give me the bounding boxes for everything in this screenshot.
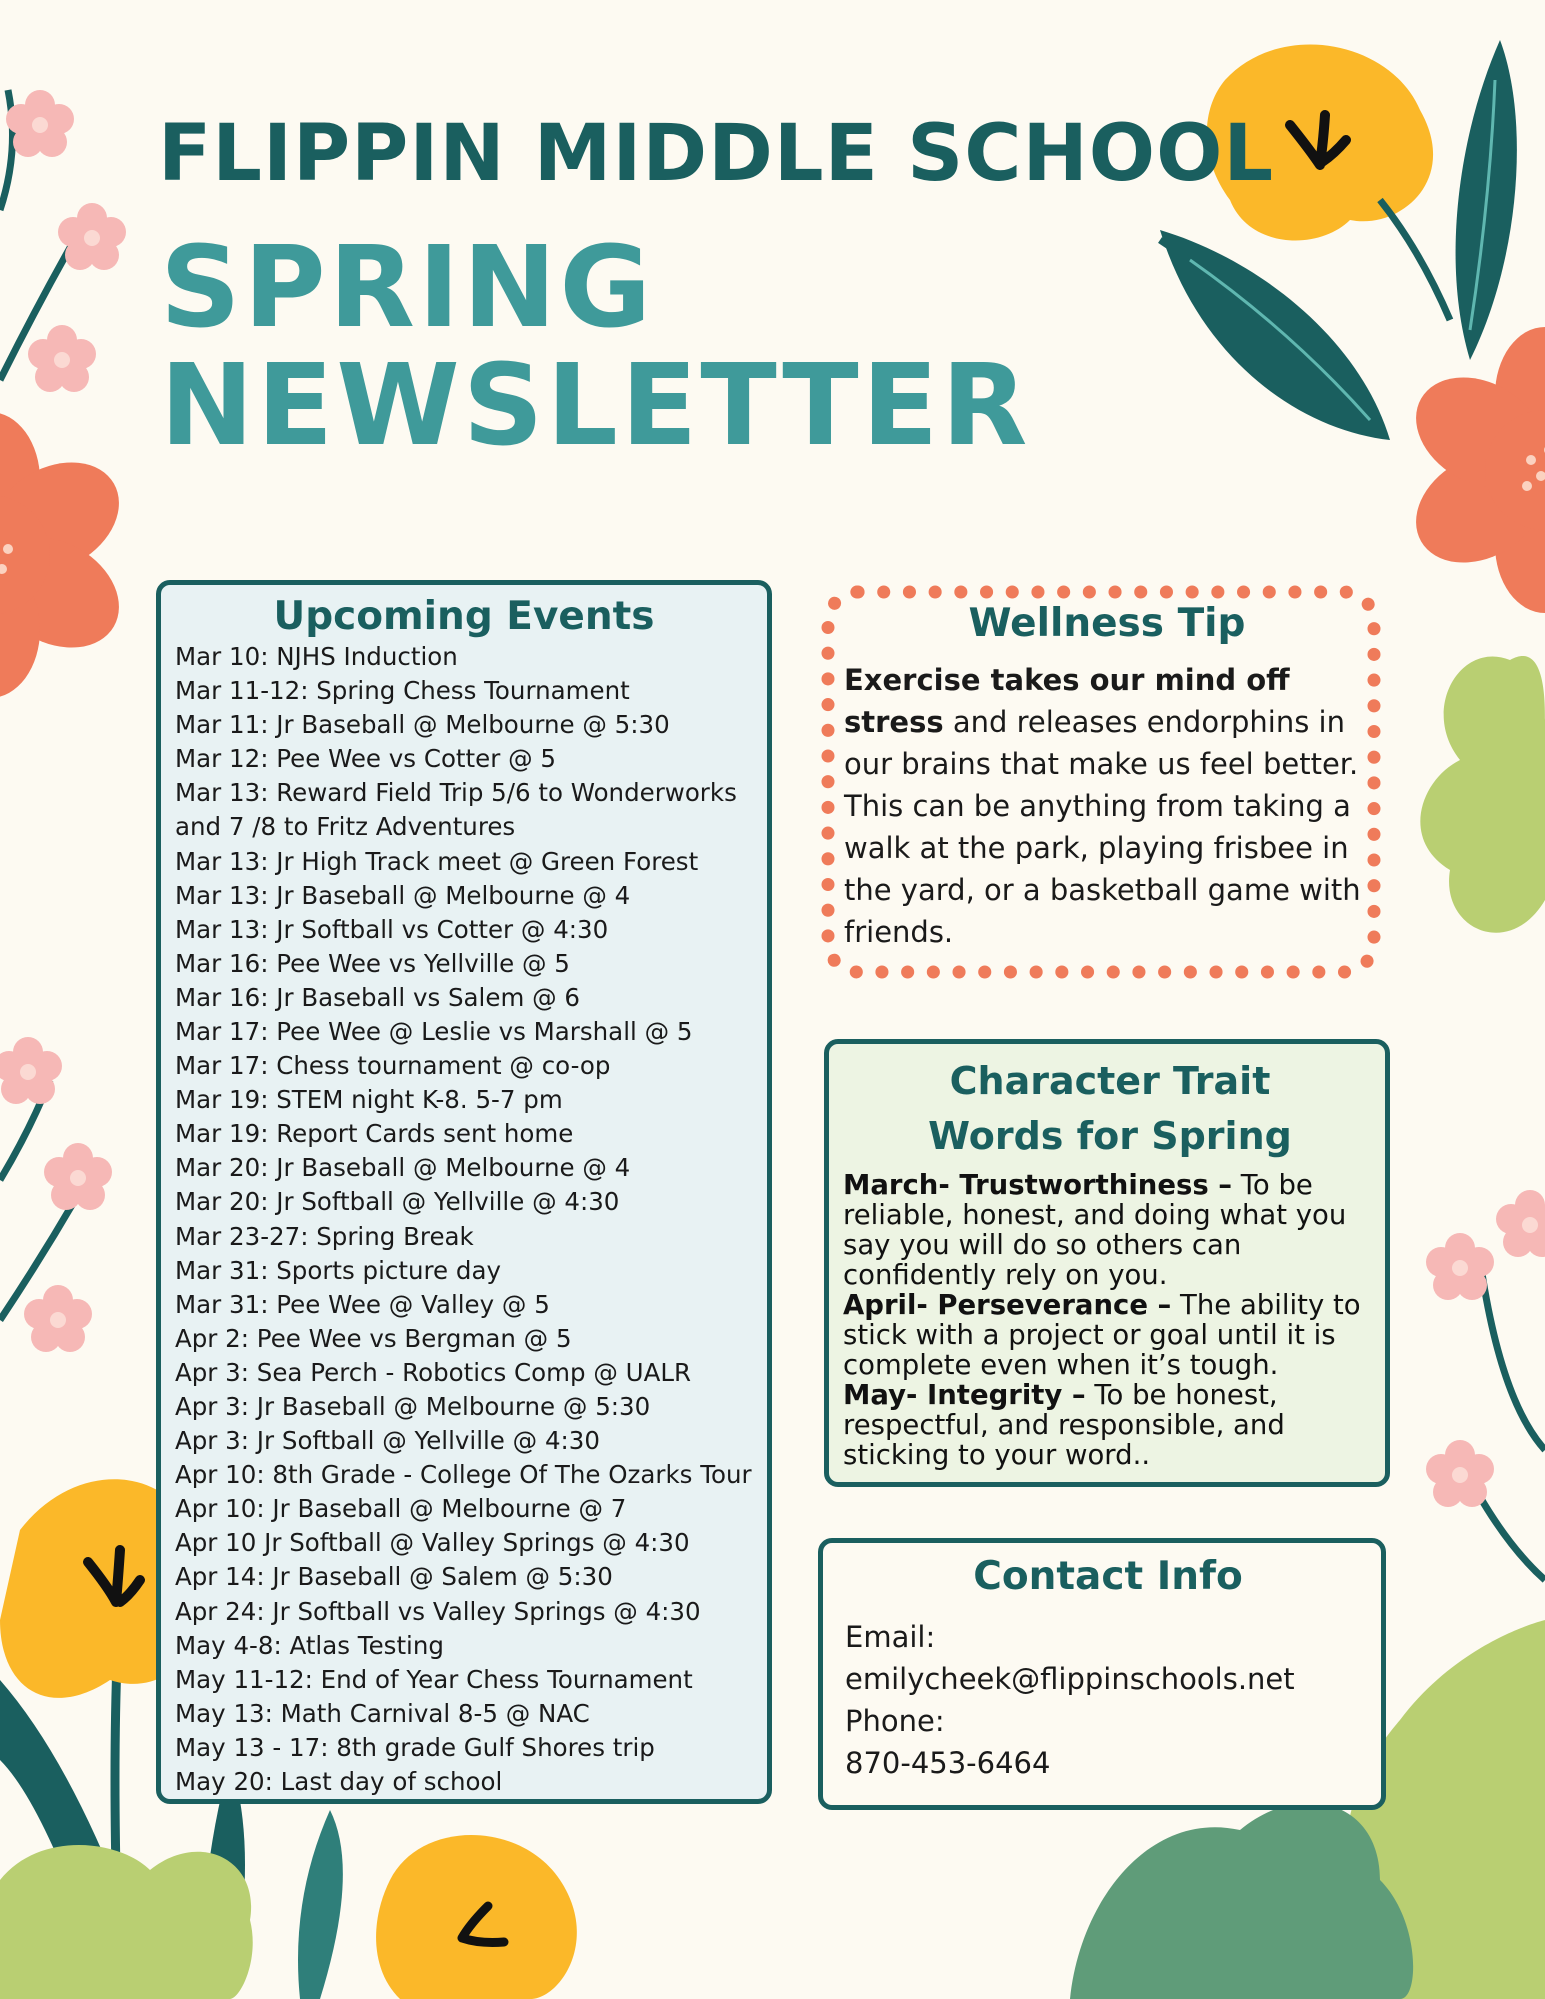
phone-label: Phone: bbox=[845, 1703, 945, 1738]
contact-info-panel bbox=[818, 1538, 1386, 1810]
event-item: Mar 16: Jr Baseball vs Salem @ 6 bbox=[175, 982, 580, 1012]
wellness-emphasis: Exercise takes our mind off stress bbox=[844, 662, 1290, 739]
trait-may bbox=[843, 1380, 1377, 1470]
trait-label: March- Trustworthiness – bbox=[843, 1169, 1233, 1201]
event-item: Mar 13: Reward Field Trip 5/6 to Wonderworks and 7 /8 to Fritz Adventures bbox=[175, 778, 737, 842]
character-heading-line2: Words for Spring bbox=[928, 1114, 1292, 1158]
contact-heading: Contact Info bbox=[973, 1554, 1243, 1599]
event-item: Mar 20: Jr Baseball @ Melbourne @ 4 bbox=[175, 1153, 631, 1183]
email-label: Email: bbox=[845, 1619, 936, 1654]
trait-description: The ability to stick with a project or goal until it is complete even when it’s tough. bbox=[843, 1289, 1361, 1381]
event-item: Apr 24: Jr Softball vs Valley Springs @ 4:30 bbox=[175, 1596, 701, 1626]
event-item: Mar 31: Sports picture day bbox=[175, 1255, 501, 1285]
title-line-spring: SPRING bbox=[160, 223, 655, 353]
event-item: Mar 17: Pee Wee @ Leslie vs Marshall @ 5 bbox=[175, 1016, 693, 1046]
event-item: Mar 19: STEM night K-8. 5-7 pm bbox=[175, 1085, 563, 1115]
event-item: Apr 10: Jr Baseball @ Melbourne @ 7 bbox=[175, 1494, 627, 1524]
event-item: Mar 12: Pee Wee vs Cotter @ 5 bbox=[175, 744, 556, 774]
events-heading: Upcoming Events bbox=[273, 594, 655, 639]
phone-number[interactable]: 870-453-6464 bbox=[845, 1745, 1051, 1780]
wellness-heading: Wellness Tip bbox=[968, 601, 1246, 646]
event-item: Mar 31: Pee Wee @ Valley @ 5 bbox=[175, 1289, 550, 1319]
trait-april bbox=[843, 1290, 1377, 1380]
event-item: Mar 13: Jr Baseball @ Melbourne @ 4 bbox=[175, 880, 631, 910]
character-heading-line1: Character Trait bbox=[949, 1059, 1271, 1103]
event-item: Apr 3: Jr Baseball @ Melbourne @ 5:30 bbox=[175, 1392, 651, 1421]
wellness-body-text: and releases endorphins in our brains that make us feel better. This can be anything from taking a walk at the park, playing frisbee in the yard, or a basketball game with friends. bbox=[844, 704, 1361, 949]
event-item: Mar 13: Jr High Track meet @ Green Forest bbox=[175, 846, 699, 876]
title-line-newsletter: NEWSLETTER bbox=[160, 341, 1031, 471]
event-item: Mar 13: Jr Softball vs Cotter @ 4:30 bbox=[175, 914, 609, 944]
event-item: Apr 14: Jr Baseball @ Salem @ 5:30 bbox=[175, 1562, 613, 1592]
trait-march bbox=[843, 1170, 1377, 1290]
event-item: Apr 10: 8th Grade - College Of The Ozarks Tour bbox=[175, 1460, 752, 1490]
trait-label: April- Perseverance – bbox=[843, 1289, 1172, 1321]
event-item: May 13: Math Carnival 8-5 @ NAC bbox=[175, 1698, 590, 1728]
upcoming-events-panel bbox=[156, 580, 772, 1804]
event-item: Mar 10: NJHS Induction bbox=[175, 641, 458, 671]
event-item: May 4-8: Atlas Testing bbox=[175, 1630, 444, 1660]
event-item: Mar 19: Report Cards sent home bbox=[175, 1119, 574, 1149]
trait-description: To be reliable, honest, and doing what you say you will do so others can confidently rely on you. bbox=[843, 1169, 1347, 1291]
event-item: Apr 2: Pee Wee vs Bergman @ 5 bbox=[175, 1323, 572, 1353]
event-list bbox=[175, 640, 767, 1799]
newsletter-title bbox=[160, 223, 1031, 471]
event-item: Apr 3: Jr Softball @ Yellville @ 4:30 bbox=[175, 1426, 600, 1456]
event-item: Mar 11-12: Spring Chess Tournament bbox=[175, 676, 630, 706]
event-item: May 20: Last day of school bbox=[175, 1767, 503, 1797]
trait-description: To be honest, respectful, and responsible, and sticking to your word.. bbox=[843, 1379, 1285, 1471]
school-name: FLIPPIN MIDDLE SCHOOL bbox=[158, 109, 1275, 199]
character-heading bbox=[843, 1054, 1377, 1164]
event-item: May 13 - 17: 8th grade Gulf Shores trip bbox=[175, 1732, 655, 1762]
wellness-text bbox=[844, 659, 1370, 953]
event-item: Apr 3: Sea Perch - Robotics Comp @ UALR bbox=[175, 1357, 691, 1387]
event-item: Apr 10 Jr Softball @ Valley Springs @ 4:30 bbox=[175, 1528, 690, 1558]
character-trait-panel bbox=[824, 1039, 1390, 1487]
event-item: Mar 17: Chess tournament @ co-op bbox=[175, 1051, 611, 1081]
event-item: Mar 16: Pee Wee vs Yellville @ 5 bbox=[175, 948, 570, 978]
event-item: Mar 23-27: Spring Break bbox=[175, 1221, 474, 1251]
email-link[interactable]: emilycheek@flippinschools.net bbox=[845, 1661, 1295, 1696]
event-item: May 11-12: End of Year Chess Tournament bbox=[175, 1664, 693, 1694]
wellness-tip-panel bbox=[818, 582, 1384, 982]
trait-label: May- Integrity – bbox=[843, 1379, 1086, 1411]
event-item: Mar 11: Jr Baseball @ Melbourne @ 5:30 bbox=[175, 710, 670, 740]
event-item: Mar 20: Jr Softball @ Yellville @ 4:30 bbox=[175, 1187, 620, 1217]
